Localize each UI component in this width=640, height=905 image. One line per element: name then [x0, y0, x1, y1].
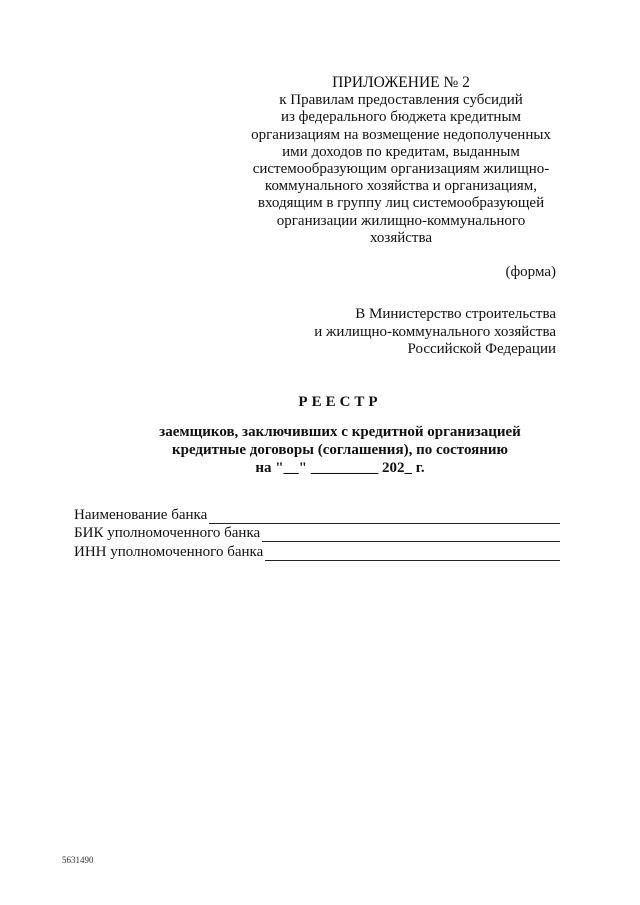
appendix-line: хозяйства — [369, 229, 433, 246]
addressee-block — [314, 306, 556, 359]
registry-header — [60, 394, 620, 477]
inn-field — [74, 542, 560, 561]
addressee-line: Российской Федерации — [407, 341, 556, 357]
appendix-line: входящим в группу лиц системообразующей — [257, 195, 545, 212]
bank-fields — [74, 505, 560, 561]
appendix-line: системообразующим организациям жилищно- — [252, 161, 550, 178]
appendix-line: ими доходов по кредитам, выданным — [282, 143, 520, 160]
addressee-line: В Министерство строительства — [355, 306, 556, 322]
appendix-line: к Правилам предоставления субсидий — [279, 92, 523, 109]
registry-subtitle-line: кредитные договоры (соглашения), по состоянию — [171, 442, 509, 458]
appendix-line: коммунального хозяйства и организациям, — [264, 178, 538, 195]
bik-blank[interactable] — [262, 528, 560, 542]
form-label: (форма) — [505, 264, 556, 280]
bank-name-label: Наименование банка — [74, 506, 208, 523]
inn-label: ИНН уполномоченного банка — [74, 543, 264, 560]
document-code: 5631490 — [62, 855, 94, 865]
appendix-line: организациям на возмещение недополученных — [251, 126, 551, 143]
bank-name-field — [74, 505, 560, 524]
registry-title: РЕЕСТР — [298, 394, 382, 410]
registry-date-line: на "__" _________ 202_ г. — [255, 460, 425, 476]
appendix-heading: ПРИЛОЖЕНИЕ № 2 — [332, 74, 470, 91]
bank-name-blank[interactable] — [209, 510, 560, 524]
addressee-line: и жилищно-коммунального хозяйства — [314, 323, 556, 340]
inn-blank[interactable] — [265, 547, 560, 561]
appendix-block — [236, 74, 566, 247]
bik-label: БИК уполномоченного банка — [74, 525, 261, 541]
bik-field — [74, 524, 560, 543]
appendix-line: организации жилищно-коммунального — [276, 212, 526, 229]
registry-subtitle-line: заемщиков, заключивших с кредитной организацией — [159, 424, 521, 440]
appendix-line: из федерального бюджета кредитным — [280, 109, 522, 126]
